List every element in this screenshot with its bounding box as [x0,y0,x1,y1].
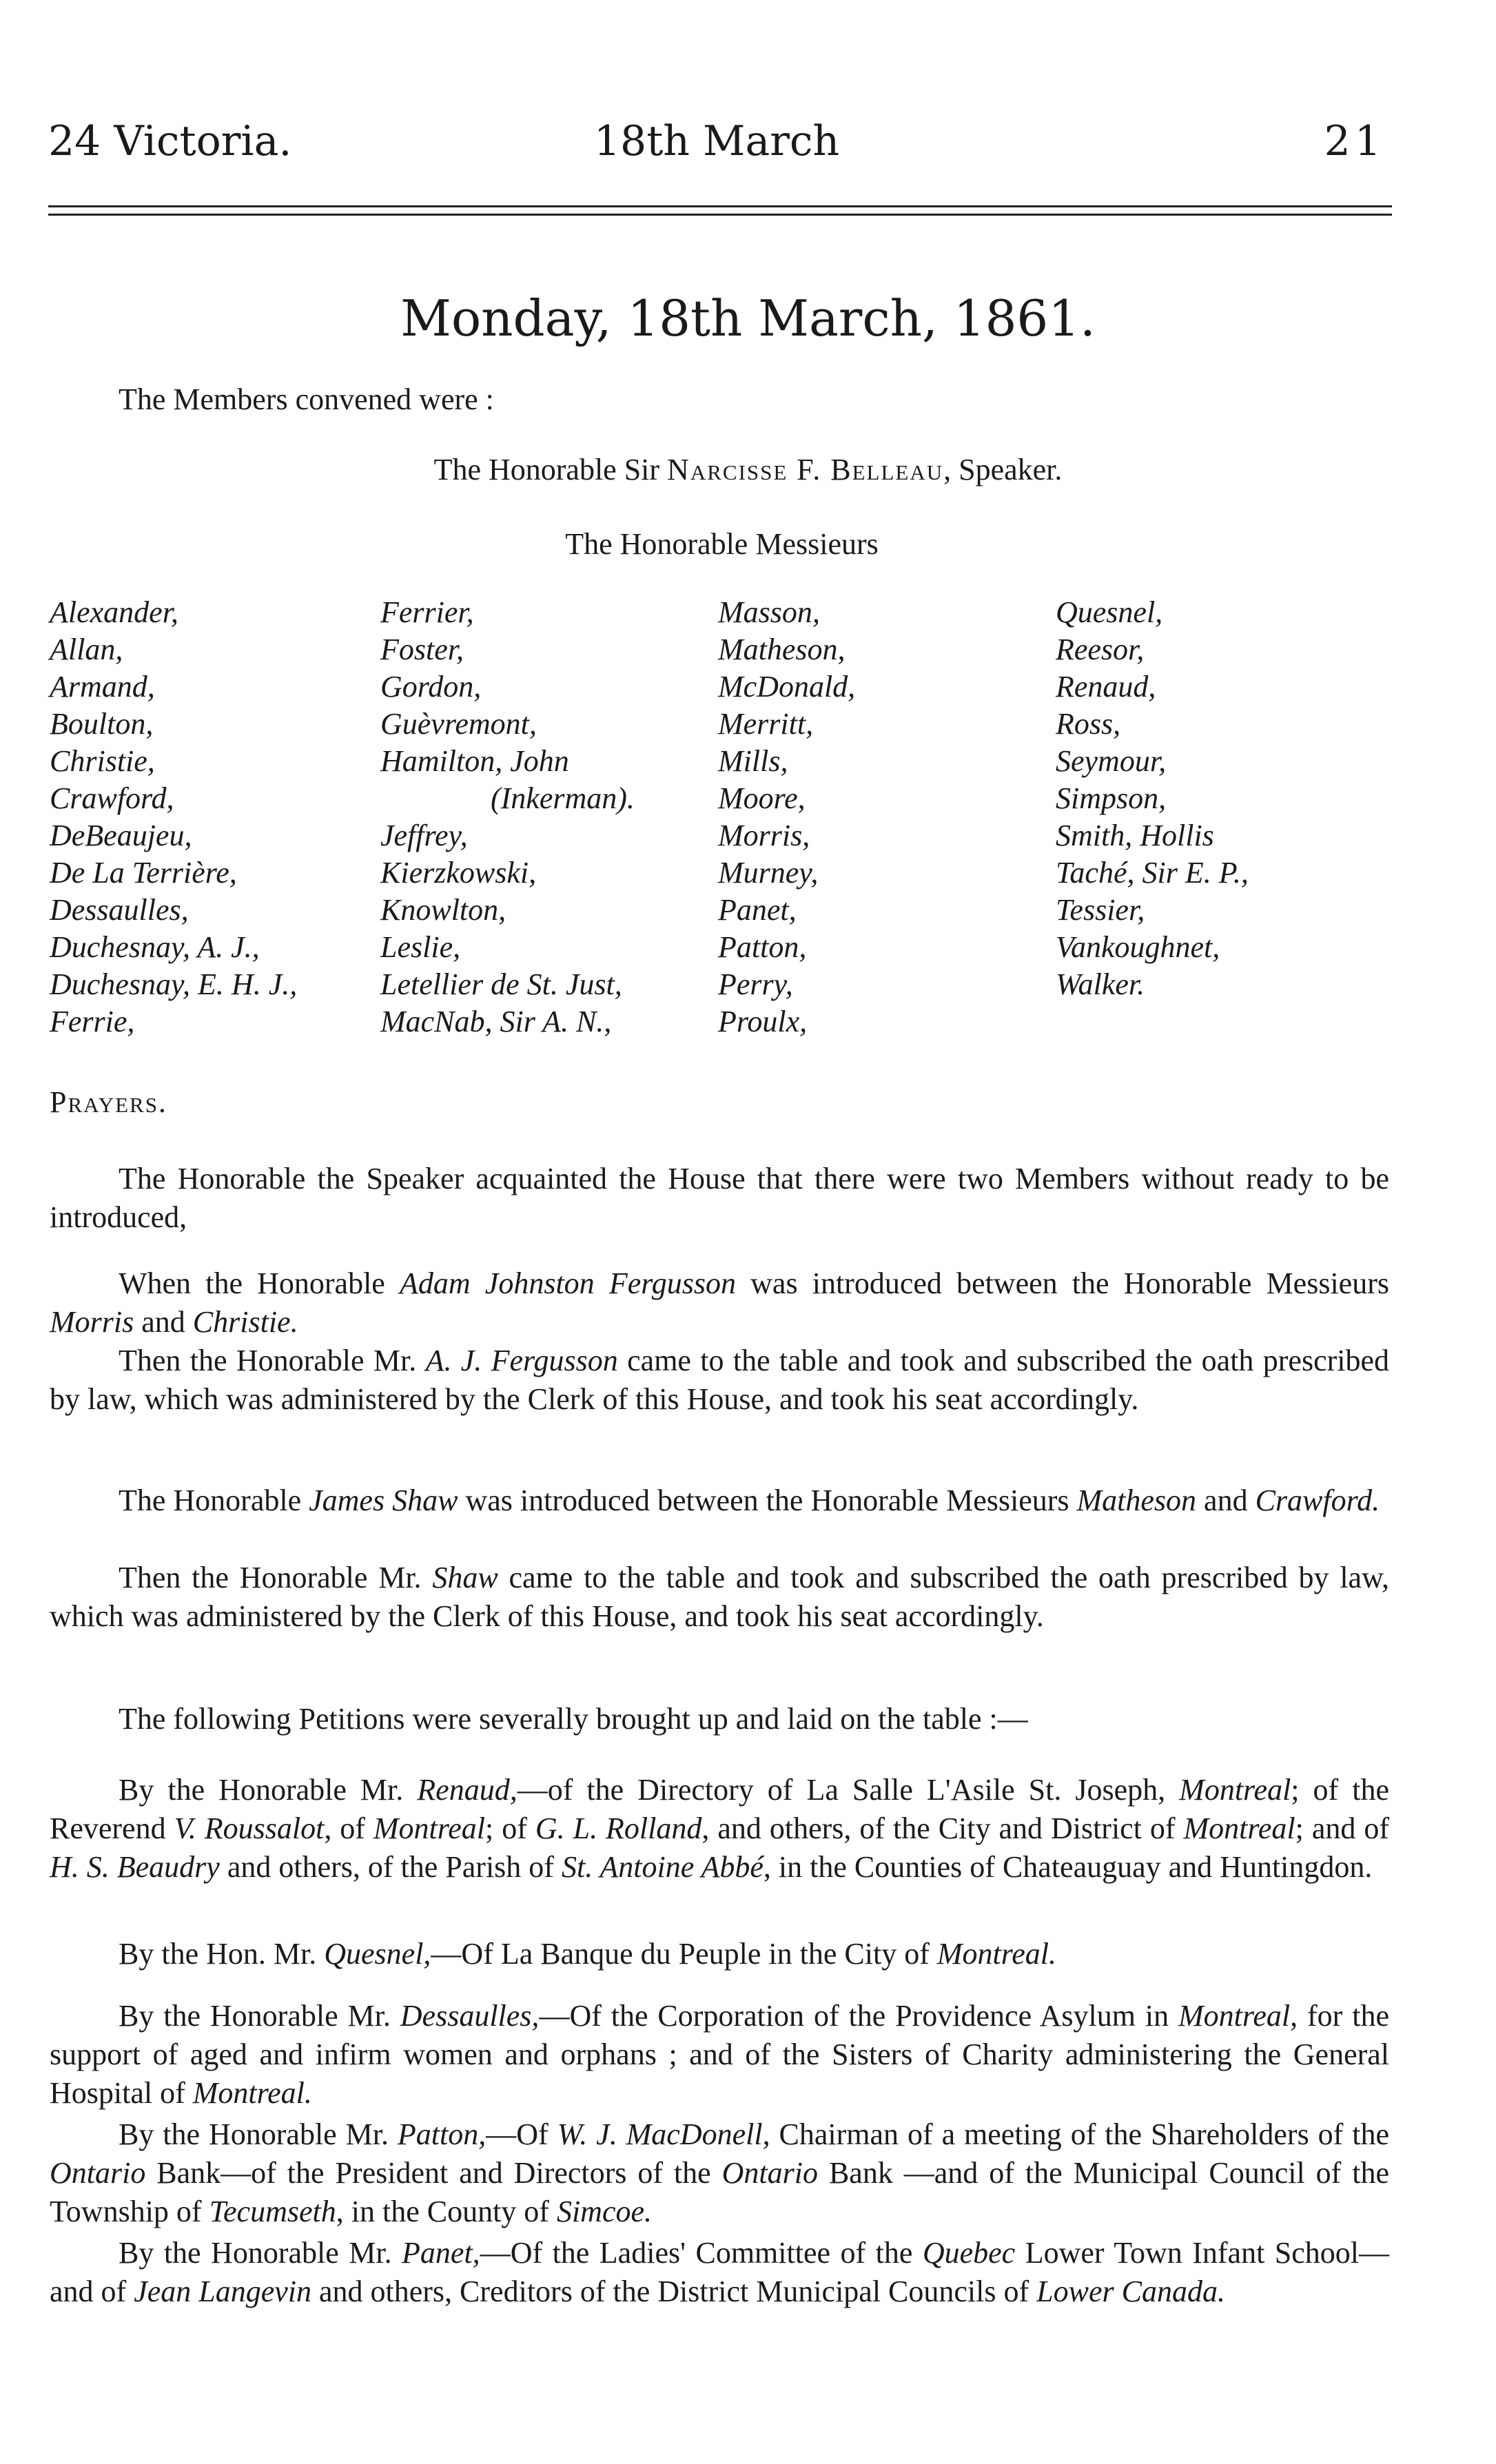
member-name: Knowlton, [380,893,506,927]
member-name: Tessier, [1056,893,1145,927]
member-name: Christie, [50,744,155,778]
place-name-italic: Tecumseth [209,2195,336,2228]
place-name-italic: Montreal [373,1811,486,1845]
member-name: (Inkerman). [491,781,635,815]
member-name-italic: Patton, [397,2117,486,2151]
text-run: , of [324,1811,373,1845]
place-name-italic: Montreal. [936,1937,1056,1971]
member-name: MacNab, Sir A. N., [380,1005,612,1038]
member-name-italic: Dessaulles, [400,1999,540,2033]
text-run: came to the table and took and subscribed the oath prescribed by law, which was administered by the Clerk of this House, and took his seat accordingly. [50,1344,1389,1416]
member-name: Ferrie, [50,1005,135,1038]
petition-renaud [50,1771,1389,1887]
text-run: came to the table and took and subscribed the oath prescribed by law, which was administered by the Clerk of this House, and took his seat accordingly. [50,1561,1390,1633]
member-name: Ferrier, [380,595,474,629]
member-name-italic: Shaw [432,1561,498,1594]
members-column-3 [718,594,855,1040]
person-name-italic: Jean Langevin [134,2275,311,2308]
running-head-date: 18th March [593,117,840,165]
text-run: When the Honorable [119,1266,400,1300]
member-name-italic: Panet, [402,2236,480,2270]
member-name: Vankoughnet, [1056,930,1220,964]
member-name: Moore, [718,781,806,815]
text-run: and others, of the Parish of [219,1850,562,1884]
text-run: By the Honorable Mr. [119,1773,418,1807]
text-run: —Of the Ladies' Committee of the [480,2236,923,2270]
text-run: Bank—of the President and Directors of the [145,2156,722,2190]
member-name-italic: A. J. Fergusson [425,1344,618,1377]
place-name-italic: Montreal [1179,1773,1291,1807]
place-name-italic: Simcoe. [556,2195,653,2228]
prayers-heading: Prayers. [50,1085,167,1119]
paragraph-fergusson-oath [50,1342,1389,1419]
member-name: Armand, [50,670,155,704]
member-name: Panet, [718,893,797,927]
member-name: Kierzkowski, [380,856,537,890]
text-run: ; of [485,1811,535,1845]
member-name: DeBeaujeu, [50,819,192,852]
member-name: Gordon, [380,670,482,704]
text-run: By the Honorable Mr. [119,2117,398,2151]
member-name: Duchesnay, A. J., [50,930,260,964]
text-run: and [134,1305,193,1339]
member-name: Guèvremont, [380,707,537,741]
member-name: Seymour, [1056,744,1167,778]
day-title: Monday, 18th March, 1861. [400,289,1096,347]
text-run: , in the County of [336,2195,557,2228]
text-run: , in the Counties of Chateauguay and Huntingdon. [763,1850,1373,1884]
person-name-italic: H. S. Beaudry [50,1850,220,1884]
member-name: Jeffrey, [380,819,468,852]
header-rule-top [48,205,1392,207]
text-run: was introduced between the Honorable Messieurs [458,1483,1077,1517]
text-run: By the Honorable Mr. [119,2236,402,2270]
text-run: Then the Honorable Mr. [119,1344,426,1377]
member-name: Merritt, [718,707,814,741]
person-name-italic: V. Roussalot [174,1811,325,1845]
messieurs-heading: The Honorable Messieurs [565,527,879,561]
place-name-italic: Montreal [1178,1999,1291,2033]
member-name-italic: Adam Johnston Fergusson [400,1266,736,1300]
member-name: Simpson, [1056,781,1167,815]
member-name: De La Terrière, [50,856,237,890]
member-name: Foster, [380,633,464,666]
petition-dessaulles [50,1997,1389,2113]
member-name: Renaud, [1056,670,1156,704]
member-name: Matheson, [718,633,846,666]
member-name: Murney, [718,856,819,890]
running-head-left: 24 Victoria. [48,117,292,165]
place-name-italic: Quebec [922,2236,1016,2270]
text-run: , Chairman of a meeting of the Shareholders of the [762,2117,1389,2151]
member-name: Mills, [718,744,788,778]
member-name: Allan, [50,633,123,666]
member-name: Duchesnay, E. H. J., [50,967,298,1001]
text-run: ; and of [1295,1811,1390,1845]
member-name: Hamilton, John [380,744,569,778]
speaker-suffix: , Speaker. [943,453,1063,486]
member-name: Letellier de St. Just, [380,967,622,1001]
members-convened: The Members convened were : [119,382,494,416]
text-run: —of the Directory of La Salle L'Asile St. Joseph, [517,1773,1180,1807]
member-name: Crawford, [50,781,174,815]
member-name-italic: Christie. [192,1305,298,1339]
text-run: By the Hon. Mr. [119,1937,325,1971]
member-name-italic: Crawford. [1255,1483,1380,1517]
petition-patton [50,2115,1389,2231]
speaker-prefix: The Honorable Sir [433,453,660,486]
petition-panet [50,2234,1389,2311]
place-name-italic: Montreal. [192,2076,312,2110]
members-list [50,594,1393,1049]
text-run: Then the Honorable Mr. [119,1561,433,1594]
member-name: Boulton, [50,707,154,741]
member-name-italic: Matheson [1076,1483,1197,1517]
text-run: ; of the Reverend [50,1773,1389,1845]
member-name: Perry, [718,967,793,1001]
member-name: Masson, [718,595,820,629]
paragraph-fergusson-introduced [50,1264,1389,1342]
speaker-line [0,451,1496,489]
page-number: 21 [1324,117,1385,165]
paragraph-speaker-acquainted: The Honorable the Speaker acquainted the House that there were two Members without ready to be introduced, [50,1162,1389,1234]
member-name-italic: Quesnel, [324,1937,431,1971]
members-column-1 [50,594,297,1040]
text-run: —Of [486,2117,557,2151]
members-column-4 [1056,594,1249,1003]
place-name-italic: St. Antoine Abbé [561,1850,764,1884]
person-name-italic: G. L. Rolland [535,1811,702,1845]
member-name: McDonald, [718,670,856,704]
bank-name-italic: Ontario [721,2156,818,2190]
member-name: Patton, [718,930,807,964]
text-run: Bank —and of the Municipal Council of the Township of [50,2156,1389,2228]
place-name-italic: Montreal [1183,1811,1295,1845]
text-run: Lower Town Infant School—and of [50,2236,1390,2308]
person-name-italic: W. J. MacDonell [557,2117,763,2151]
petitions-intro: The following Petitions were severally brought up and laid on the table :— [119,1702,1028,1736]
member-name-italic: Morris [50,1305,134,1339]
text-run: and [1196,1483,1256,1517]
member-name: Dessaulles, [50,893,189,927]
member-name-italic: James Shaw [309,1483,458,1517]
text-run: and others, Creditors of the District Municipal Councils of [311,2275,1037,2308]
text-run: —Of the Corporation of the Providence Asylum in [539,1999,1178,2033]
member-name: Taché, Sir E. P., [1056,856,1249,890]
running-head [48,117,1385,179]
text-run: The Honorable [119,1483,309,1517]
member-name: Smith, Hollis [1056,819,1214,852]
member-name: Morris, [718,819,810,852]
member-name: Walker. [1056,967,1145,1001]
member-name-italic: Renaud, [417,1773,518,1807]
paragraph-shaw-oath [50,1559,1389,1636]
petition-quesnel [50,1935,1389,1973]
paragraph-shaw-introduced [50,1481,1389,1520]
text-run: —Of La Banque du Peuple in the City of [431,1937,937,1971]
text-run: , and others, of the City and District of [701,1811,1184,1845]
member-name: Proulx, [718,1005,808,1038]
member-name: Alexander, [50,595,178,629]
bank-name-italic: Ontario [50,2156,146,2190]
member-name: Leslie, [380,930,461,964]
member-name: Quesnel, [1056,595,1163,629]
text-run: , for the support of aged and infirm women and orphans ; and of the Sisters of Charity administering the General Hospital of [50,1999,1389,2110]
member-name: Reesor, [1056,633,1145,666]
speaker-name: Narcisse F. Belleau [667,453,944,486]
header-rule-bottom [48,214,1392,216]
member-name: Ross, [1056,707,1121,741]
text-run: By the Honorable Mr. [119,1999,400,2033]
members-column-2 [380,594,635,1040]
place-name-italic: Lower Canada. [1036,2275,1225,2308]
text-run: was introduced between the Honorable Messieurs [735,1266,1389,1300]
